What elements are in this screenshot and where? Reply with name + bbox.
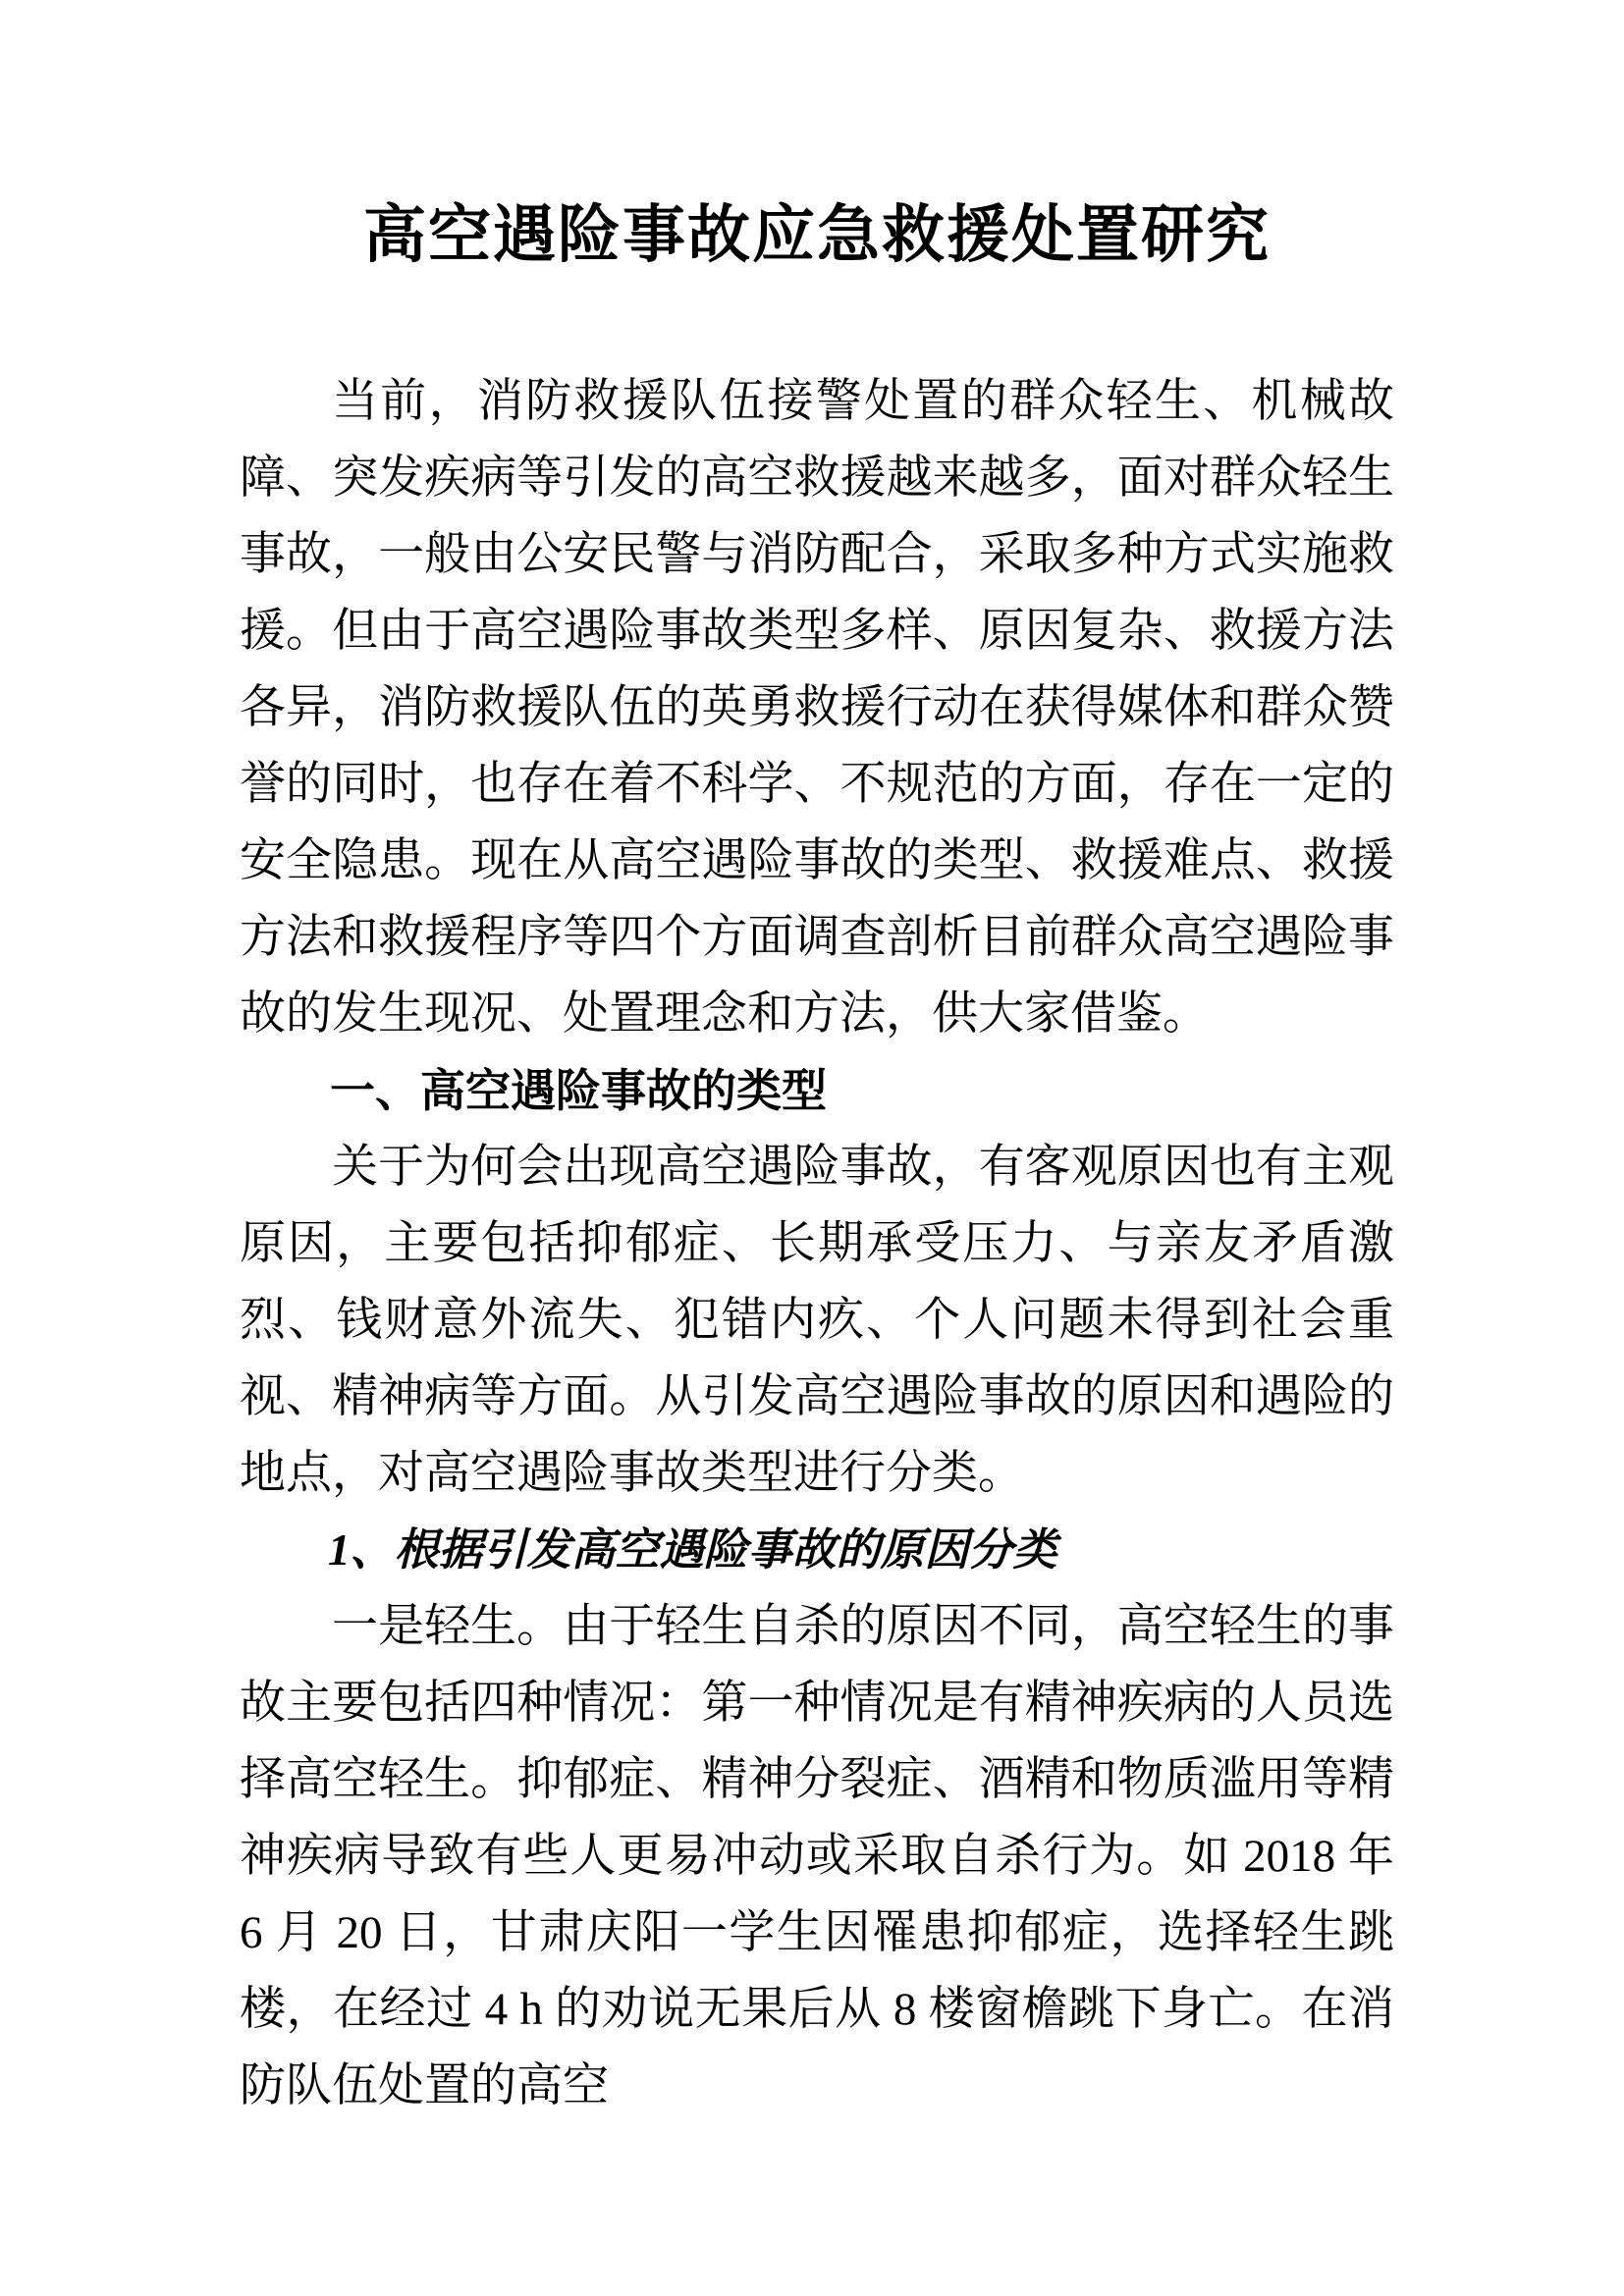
subsection-body-paragraph: 一是轻生。由于轻生自杀的原因不同，高空轻生的事故主要包括四种情况：第一种情况是有精神疾病的人员选择高空轻生。抑郁症、精神分裂症、酒精和物质滥用等精神疾病导致有些人更易冲动或采取自杀行为。如 2018 年 6 月 20 日，甘肃庆阳一学生因罹患抑郁症，选择轻生跳楼，在经过 4 h 的劝说无果后从 8 楼窗檐跳下身亡。在消防队伍处置的高空 [240, 1601, 1394, 2111]
section-heading-accident-types: 一、高空遇险事故的类型 [330, 1065, 827, 1116]
document-title: 高空遇险事故应急救援处置研究 [363, 200, 1271, 270]
intro-paragraph: 当前，消防救援队伍接警处置的群众轻生、机械故障、突发疾病等引发的高空救援越来越多，面对群众轻生事故，一般由公安民警与消防配合，采取多种方式实施救援。但由于高空遇险事故类型多样、原因复杂、救援方法各异，消防救援队伍的英勇救援行动在获得媒体和群众赞誉的同时，也存在着不科学、不规范的方面，存在一定的安全隐患。现在从高空遇险事故的类型、救援难点、救援方法和救援程序等四个方面调查剖析目前群众高空遇险事故的发生现况、处置理念和方法，供大家借鉴。 [240, 376, 1394, 1040]
subsection-heading-cause-classification: 1、根据引发高空遇险事故的原因分类 [328, 1525, 1057, 1575]
section-lead-paragraph: 关于为何会出现高空遇险事故，有客观原因也有主观原因，主要包括抑郁症、长期承受压力、与亲友矛盾激烈、钱财意外流失、犯错内疚、个人问题未得到社会重视、精神病等方面。从引发高空遇险事故的原因和遇险的地点，对高空遇险事故类型进行分类。 [240, 1142, 1394, 1499]
